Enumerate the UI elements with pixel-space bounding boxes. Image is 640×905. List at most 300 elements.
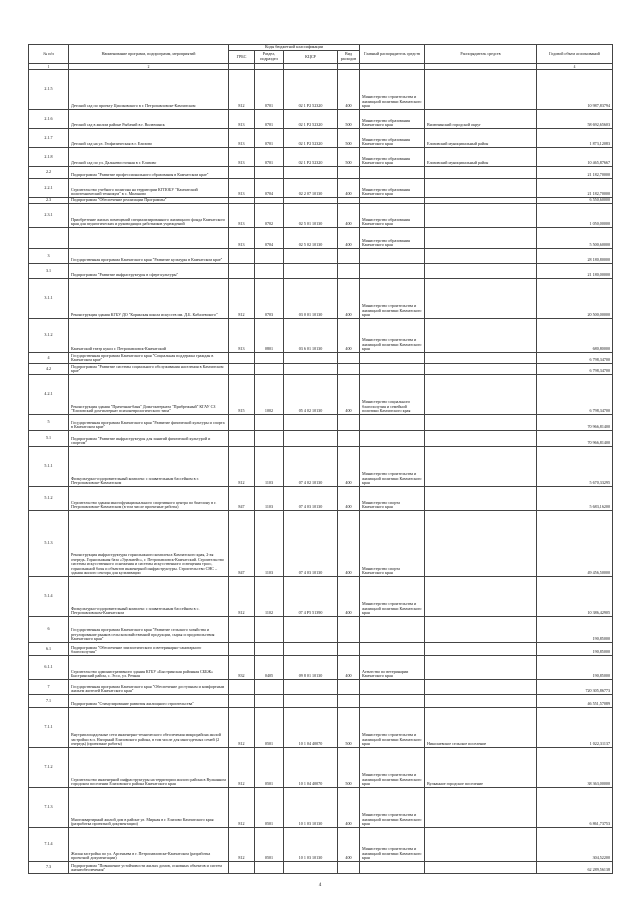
- table-row: [29, 110, 613, 129]
- row-grbs: [229, 862, 255, 874]
- row-receiver: [425, 695, 537, 708]
- row-amount: 1 022,31137: [537, 708, 613, 748]
- row-num: 3: [29, 249, 69, 264]
- row-rzpr: [255, 167, 284, 179]
- row-kcsr: 09 8 01 10130: [284, 656, 338, 680]
- row-num: 7.1.4: [29, 828, 69, 862]
- row-num: 7.1.3: [29, 788, 69, 828]
- row-chief: Министерство строительства и жилищной политики Камчатского края: [360, 70, 425, 110]
- row-amount: 70 966,81400: [537, 415, 613, 431]
- row-receiver: [425, 228, 537, 249]
- row-grbs: 815: [229, 375, 255, 415]
- row-kcsr: 10 1 03 10130: [284, 828, 338, 862]
- row-amount: 190,85000: [537, 617, 613, 643]
- table-row: [29, 375, 613, 415]
- row-rzpr: 0702: [255, 204, 284, 228]
- row-num: 5.1.4: [29, 577, 69, 617]
- row-kcsr: 07 4 03 10130: [284, 511, 338, 577]
- table-row: [29, 617, 613, 643]
- row-grbs: 813: [229, 110, 255, 129]
- row-kcsr: 07 4 Р5 51390: [284, 577, 338, 617]
- row-receiver: Вулканное городское поселение: [425, 748, 537, 788]
- table-row: [29, 319, 613, 353]
- index-cell: 4: [537, 64, 613, 70]
- table-row: [29, 656, 613, 680]
- row-num: 2.1.6: [29, 110, 69, 129]
- row-name: Подпрограмма "Развитие инфраструктуры в сфере культуры": [69, 264, 229, 279]
- table-row: [29, 70, 613, 110]
- row-receiver: Вилючинский городской округ: [425, 110, 537, 129]
- row-receiver: [425, 431, 537, 447]
- header-vr: Вид расходов: [338, 51, 360, 64]
- row-num: 5.1.1: [29, 447, 69, 487]
- row-num: 5: [29, 415, 69, 431]
- row-chief: [360, 617, 425, 643]
- row-kcsr: [284, 617, 338, 643]
- row-name: Детский сад по ул. Дальневосточная в г. Елизово: [69, 148, 229, 167]
- row-amount: 190,85000: [537, 656, 613, 680]
- table-row: [29, 228, 613, 249]
- row-vr: [338, 353, 360, 364]
- row-name: Детский сад в жилом районе Рыбачий в г. Вилючинск: [69, 110, 229, 129]
- row-amount: 6 798,34700: [537, 353, 613, 364]
- row-kcsr: [284, 643, 338, 656]
- row-kcsr: 03 6 01 10130: [284, 319, 338, 353]
- row-kcsr: 02 5 02 10130: [284, 228, 338, 249]
- row-name: Государственная программа Камчатского края "Социальная поддержка граждан в Камчатском крае": [69, 353, 229, 364]
- row-grbs: 813: [229, 129, 255, 148]
- row-amount: 5 683,16200: [537, 487, 613, 511]
- row-amount: 70 966,81400: [537, 431, 613, 447]
- row-rzpr: 1103: [255, 487, 284, 511]
- row-chief: Министерство спорта Камчатского края: [360, 487, 425, 511]
- page-number: 4: [318, 883, 322, 888]
- row-receiver: [425, 415, 537, 431]
- row-chief: Министерство строительства и жилищной политики Камчатского края: [360, 447, 425, 487]
- index-cell: 1: [29, 64, 69, 70]
- row-vr: 400: [338, 70, 360, 110]
- row-chief: Министерство строительства и жилищной политики Камчатского края: [360, 708, 425, 748]
- row-vr: 500: [338, 148, 360, 167]
- row-kcsr: [284, 431, 338, 447]
- row-vr: 400: [338, 511, 360, 577]
- row-chief: Министерство строительства и жилищной политики Камчатского края: [360, 748, 425, 788]
- table-row: [29, 249, 613, 264]
- row-amount: 21 182,70000: [537, 179, 613, 198]
- row-receiver: [425, 204, 537, 228]
- row-amount: 58 692,65603: [537, 110, 613, 129]
- table-row: [29, 788, 613, 828]
- row-vr: [338, 431, 360, 447]
- header-volume: Годовой объем ассигнований: [537, 45, 613, 64]
- row-chief: [360, 862, 425, 874]
- row-vr: 400: [338, 279, 360, 319]
- row-chief: [360, 249, 425, 264]
- row-receiver: [425, 656, 537, 680]
- table-row: [29, 680, 613, 695]
- row-num: 6.1.1: [29, 656, 69, 680]
- row-name: Подпрограмма "Развитие профессионального образования в Камчатском крае": [69, 167, 229, 179]
- row-grbs: 813: [229, 148, 255, 167]
- row-kcsr: [284, 249, 338, 264]
- row-kcsr: 03 0 01 10130: [284, 279, 338, 319]
- row-num: 2.2.1: [29, 179, 69, 198]
- row-amount: 10 386,42905: [537, 577, 613, 617]
- row-name: Государственная программа Камчатского края "Обеспечение доступным и комфортным жильем жителей Камчатского края": [69, 680, 229, 695]
- row-receiver: [425, 788, 537, 828]
- row-grbs: [229, 415, 255, 431]
- table-row: [29, 167, 613, 179]
- row-vr: [338, 249, 360, 264]
- row-amount: 1 050,00000: [537, 204, 613, 228]
- row-grbs: 813: [229, 228, 255, 249]
- row-num: 2.1.7: [29, 129, 69, 148]
- row-amount: 6 861,73753: [537, 788, 613, 828]
- table-row: [29, 643, 613, 656]
- row-vr: [338, 695, 360, 708]
- row-receiver: [425, 447, 537, 487]
- row-grbs: 813: [229, 319, 255, 353]
- row-name: Подпрограмма "Развитие инфраструктуры для занятий физической культурой и спортом": [69, 431, 229, 447]
- row-amount: 5 500,60000: [537, 228, 613, 249]
- row-name: Реконструкция здания КГБУ ДО "Корякская школа искусств им. Д.Б. Кабалевского": [69, 279, 229, 319]
- row-rzpr: [255, 249, 284, 264]
- row-vr: 400: [338, 179, 360, 198]
- row-chief: Министерство социального благополучия и семейной политики Камчатского края: [360, 375, 425, 415]
- row-num: 5.1.3: [29, 511, 69, 577]
- row-name: Многоквартирный жилой дом в районе ул. Мирная в г. Елизово Камчатского края (разработка проектной документации): [69, 788, 229, 828]
- table-row: [29, 748, 613, 788]
- row-vr: [338, 643, 360, 656]
- header-num: № п/п: [29, 45, 69, 64]
- row-name: Государственная программа Камчатского края "Развитие физической культуры и спорта в Камчатском крае": [69, 415, 229, 431]
- row-grbs: 812: [229, 828, 255, 862]
- row-grbs: 812: [229, 708, 255, 748]
- row-num: 7.1.1: [29, 708, 69, 748]
- row-chief: Министерство спорта Камчатского края: [360, 511, 425, 577]
- row-name: Жилая застройка по ул. Арсеньева в г. Петропавловске-Камчатском (разработка проектной документации): [69, 828, 229, 862]
- row-name: Подпрограмма "Стимулирование развития жилищного строительства": [69, 695, 229, 708]
- row-rzpr: 1103: [255, 511, 284, 577]
- row-chief: Министерство строительства и жилищной политики Камчатского края: [360, 279, 425, 319]
- row-grbs: 812: [229, 577, 255, 617]
- row-rzpr: [255, 364, 284, 375]
- row-receiver: Николаевское сельское поселение: [425, 708, 537, 748]
- index-cell: 2: [69, 64, 229, 70]
- row-receiver: [425, 487, 537, 511]
- row-chief: Министерство образования Камчатского края: [360, 129, 425, 148]
- row-name: Государственная программа Камчатского края "Развитие сельского хозяйства и регулирование рынков сельскохозяйственной продукции, сырья и продовольствия Камчатского края": [69, 617, 229, 643]
- row-kcsr: [284, 364, 338, 375]
- row-amount: 1 873,12083: [537, 129, 613, 148]
- row-receiver: [425, 179, 537, 198]
- row-kcsr: 10 1 04 40070: [284, 748, 338, 788]
- row-rzpr: 0701: [255, 129, 284, 148]
- table-row: [29, 511, 613, 577]
- row-kcsr: 07 4 02 10130: [284, 447, 338, 487]
- row-kcsr: 07 4 03 10130: [284, 487, 338, 511]
- row-receiver: [425, 167, 537, 179]
- row-grbs: 832: [229, 656, 255, 680]
- row-name: Подпрограмма "Повышение устойчивости жилых домов, основных объектов и систем жизнеобеспечения": [69, 862, 229, 874]
- table-row: [29, 279, 613, 319]
- row-amount: 6 550,60000: [537, 198, 613, 204]
- row-num: 2.1.8: [29, 148, 69, 167]
- row-grbs: [229, 643, 255, 656]
- row-kcsr: 02 1 Р2 52320: [284, 110, 338, 129]
- row-name: Внутриплощадочные сети инженерно-технического обеспечения микрорайона жилой застройки в п. Нагорный Елизовского района, в том числе для многодетных семей (2 очередь) (проектные работы): [69, 708, 229, 748]
- row-num: 2.3: [29, 198, 69, 204]
- row-rzpr: [255, 353, 284, 364]
- table-row: [29, 431, 613, 447]
- row-name: Строительство инженерной инфраструктуры на территории жилого района в Вулканном городском поселении Елизовского района Камчатского края: [69, 748, 229, 788]
- header-chief: Главный распорядитель средств: [360, 45, 425, 64]
- row-rzpr: [255, 617, 284, 643]
- row-rzpr: [255, 643, 284, 656]
- row-grbs: 812: [229, 748, 255, 788]
- row-rzpr: [255, 431, 284, 447]
- budget-table-sheet: [28, 44, 612, 874]
- row-kcsr: 02 2 07 10130: [284, 179, 338, 198]
- row-rzpr: 0405: [255, 656, 284, 680]
- row-grbs: [229, 617, 255, 643]
- row-grbs: [229, 431, 255, 447]
- row-receiver: [425, 577, 537, 617]
- row-rzpr: [255, 695, 284, 708]
- table-row: [29, 862, 613, 874]
- row-receiver: [425, 511, 537, 577]
- row-amount: 21 182,70000: [537, 167, 613, 179]
- row-rzpr: 0704: [255, 228, 284, 249]
- row-vr: [338, 680, 360, 695]
- row-kcsr: [284, 680, 338, 695]
- row-name: Приобретение жилых помещений специализированного жилищного фонда Камчатского края для педагогических и руководящих работников учреждений: [69, 204, 229, 228]
- row-amount: 21 180,00000: [537, 264, 613, 279]
- row-kcsr: 02 1 Р2 52320: [284, 148, 338, 167]
- row-chief: [360, 695, 425, 708]
- row-receiver: [425, 680, 537, 695]
- row-amount: 6 798,34700: [537, 375, 613, 415]
- table-row: [29, 577, 613, 617]
- row-amount: 20 500,00000: [537, 279, 613, 319]
- row-num: 2.1.5: [29, 70, 69, 110]
- row-kcsr: 05 4 02 10130: [284, 375, 338, 415]
- row-receiver: [425, 264, 537, 279]
- row-receiver: [425, 643, 537, 656]
- row-grbs: 847: [229, 487, 255, 511]
- table-row: [29, 353, 613, 364]
- row-kcsr: 02 1 Р2 52320: [284, 129, 338, 148]
- row-chief: [360, 431, 425, 447]
- row-chief: Министерство образования Камчатского края: [360, 228, 425, 249]
- row-num: 3.1.2: [29, 319, 69, 353]
- row-num: 7.1: [29, 695, 69, 708]
- row-rzpr: 0703: [255, 279, 284, 319]
- row-receiver: [425, 249, 537, 264]
- row-amount: 10 465,87667: [537, 148, 613, 167]
- row-vr: 500: [338, 708, 360, 748]
- row-num: 5.1: [29, 431, 69, 447]
- row-chief: Министерство образования Камчатского края: [360, 148, 425, 167]
- row-name: Физкультурно-оздоровительный комплекс с плавательным бассейном в с. Петропавловском-Камчатском: [69, 577, 229, 617]
- row-num: 4.2.1: [29, 375, 69, 415]
- row-num: 3.1: [29, 264, 69, 279]
- row-num: 2.2: [29, 167, 69, 179]
- row-amount: 49 456,50000: [537, 511, 613, 577]
- header-grbs: ГРБС: [229, 51, 255, 64]
- row-grbs: [229, 364, 255, 375]
- row-vr: 400: [338, 204, 360, 228]
- row-grbs: [229, 249, 255, 264]
- row-rzpr: 0501: [255, 748, 284, 788]
- row-vr: 400: [338, 828, 360, 862]
- table-row: [29, 447, 613, 487]
- row-grbs: 812: [229, 447, 255, 487]
- row-rzpr: [255, 862, 284, 874]
- row-num: [29, 228, 69, 249]
- row-amount: 304,52200: [537, 828, 613, 862]
- row-vr: 400: [338, 447, 360, 487]
- row-kcsr: 10 1 04 40070: [284, 708, 338, 748]
- row-chief: [360, 167, 425, 179]
- row-name: Реконструкция инфраструктуры горнолыжного комплекса Камчатского края, 2-ая очередь. Горнолыжная база «Эдельвейс», г. Петропавловск-Камчатский. Строительство системы искусственного оснежения и системы искусственного освещения трасс, горнолыжной базы и объектов инженерной инфраструктуры. Строительство СНС – здания жилого сектора для культивации: [69, 511, 229, 577]
- row-rzpr: 0701: [255, 148, 284, 167]
- row-rzpr: [255, 680, 284, 695]
- row-vr: 500: [338, 129, 360, 148]
- row-receiver: [425, 279, 537, 319]
- row-kcsr: [284, 167, 338, 179]
- row-kcsr: [284, 415, 338, 431]
- row-name: [69, 228, 229, 249]
- row-receiver: [425, 375, 537, 415]
- row-receiver: [425, 862, 537, 874]
- row-rzpr: [255, 264, 284, 279]
- row-grbs: 812: [229, 70, 255, 110]
- row-grbs: [229, 167, 255, 179]
- row-chief: Министерство строительства и жилищной политики Камчатского края: [360, 577, 425, 617]
- table-row: [29, 487, 613, 511]
- row-vr: 400: [338, 375, 360, 415]
- row-rzpr: 0801: [255, 319, 284, 353]
- row-num: 3.1.1: [29, 279, 69, 319]
- row-grbs: 812: [229, 279, 255, 319]
- row-vr: 400: [338, 228, 360, 249]
- row-rzpr: 0704: [255, 179, 284, 198]
- row-vr: 500: [338, 748, 360, 788]
- row-receiver: [425, 828, 537, 862]
- row-name: Детский сад по проекту Циолковского в г. Петропавловске-Камчатском: [69, 70, 229, 110]
- row-num: 4.2: [29, 364, 69, 375]
- row-chief: Министерство строительства и жилищной политики Камчатского края: [360, 788, 425, 828]
- row-rzpr: 0501: [255, 828, 284, 862]
- row-chief: Министерство образования Камчатского края: [360, 110, 425, 129]
- row-chief: [360, 415, 425, 431]
- row-name: Реконструкция здания "Прачечная-баня" Дома-интерната "Прибрежный" КГАУ СЗ "Елизовский дом-интернат психоневрологического типа": [69, 375, 229, 415]
- row-chief: Министерство строительства и жилищной политики Камчатского края: [360, 319, 425, 353]
- row-grbs: [229, 680, 255, 695]
- table-body: [29, 70, 613, 874]
- row-rzpr: 0501: [255, 788, 284, 828]
- row-receiver: [425, 70, 537, 110]
- row-rzpr: 1103: [255, 447, 284, 487]
- row-name: Подпрограмма "Развитие системы социального обслуживания населения в Камчатском крае": [69, 364, 229, 375]
- row-rzpr: 0701: [255, 110, 284, 129]
- row-chief: [360, 643, 425, 656]
- row-vr: 400: [338, 788, 360, 828]
- row-kcsr: [284, 264, 338, 279]
- row-kcsr: [284, 862, 338, 874]
- row-amount: 5 670,33295: [537, 447, 613, 487]
- row-rzpr: 0501: [255, 708, 284, 748]
- row-grbs: [229, 695, 255, 708]
- row-amount: 720 305,86773: [537, 680, 613, 695]
- row-vr: [338, 364, 360, 375]
- row-receiver: [425, 617, 537, 643]
- row-name: Подпрограмма "Обеспечение реализации Программы": [69, 198, 229, 204]
- row-vr: 400: [338, 577, 360, 617]
- table-row: [29, 364, 613, 375]
- row-grbs: 813: [229, 204, 255, 228]
- row-vr: [338, 862, 360, 874]
- row-name: Государственная программа Камчатского края "Развитие культуры в Камчатском крае": [69, 249, 229, 264]
- row-grbs: [229, 353, 255, 364]
- row-num: 7.3: [29, 862, 69, 874]
- table-row: [29, 204, 613, 228]
- row-kcsr: 02 5 01 10130: [284, 204, 338, 228]
- row-receiver: Елизовский муниципальный район: [425, 129, 537, 148]
- row-vr: [338, 617, 360, 643]
- row-name: Камчатский театр кукол г. Петропавловск-Камчатский: [69, 319, 229, 353]
- row-kcsr: 02 1 Р2 52320: [284, 70, 338, 110]
- row-num: 5.1.2: [29, 487, 69, 511]
- row-vr: 400: [338, 487, 360, 511]
- header-kcsr: КЦСР: [284, 51, 338, 64]
- row-vr: 400: [338, 319, 360, 353]
- row-name: Строительство здания многофункционального спортивного центра по биатлону в г. Петропавловске-Камчатском (в том числе проектные работы): [69, 487, 229, 511]
- row-name: Строительство административного здания КГБУ «Быстринская районная СББЖ» Быстринский район, с. Эссо, ул. Речная: [69, 656, 229, 680]
- row-kcsr: 10 1 03 10130: [284, 788, 338, 828]
- table-row: [29, 828, 613, 862]
- row-amount: 38 363,00000: [537, 748, 613, 788]
- budget-table: [28, 44, 613, 874]
- row-chief: [360, 680, 425, 695]
- row-vr: [338, 415, 360, 431]
- row-receiver: [425, 353, 537, 364]
- row-chief: [360, 264, 425, 279]
- row-rzpr: [255, 415, 284, 431]
- table-row: [29, 415, 613, 431]
- row-num: 7: [29, 680, 69, 695]
- row-grbs: [229, 264, 255, 279]
- row-num: 2.3.1: [29, 204, 69, 228]
- row-num: 6: [29, 617, 69, 643]
- row-amount: 62 289,56138: [537, 862, 613, 874]
- row-num: 4: [29, 353, 69, 364]
- row-rzpr: 1002: [255, 375, 284, 415]
- row-num: 6.1: [29, 643, 69, 656]
- row-grbs: 813: [229, 179, 255, 198]
- row-vr: [338, 264, 360, 279]
- row-grbs: 812: [229, 788, 255, 828]
- row-chief: Агентство по ветеринарии Камчатского края: [360, 656, 425, 680]
- row-amount: 6 798,34700: [537, 364, 613, 375]
- row-amount: 46 551,57089: [537, 695, 613, 708]
- row-vr: 400: [338, 656, 360, 680]
- header-rzpr: Раздел, подраздел: [255, 51, 284, 64]
- table-row: [29, 695, 613, 708]
- header-kbk-group: Коды бюджетной классификации: [229, 45, 360, 51]
- row-receiver: [425, 364, 537, 375]
